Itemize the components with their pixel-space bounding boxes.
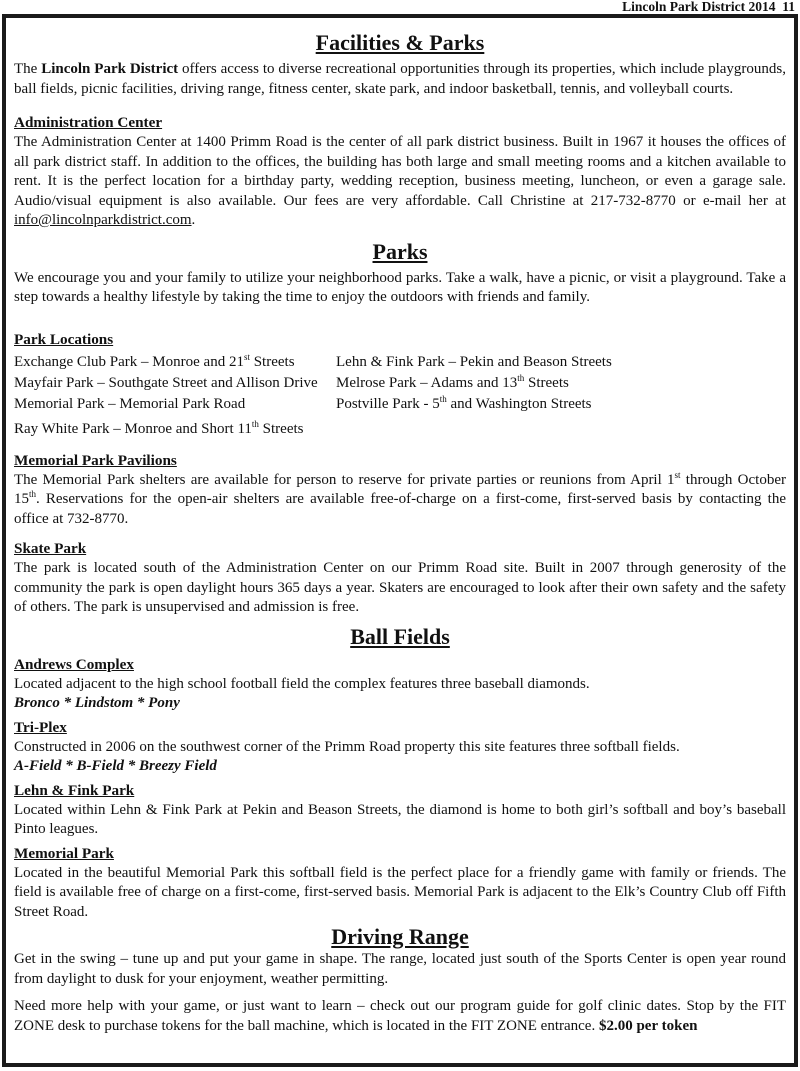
park-location-item: Ray White Park – Monroe and Short 11th Streets [14, 418, 304, 437]
intro-text-pre: The [14, 61, 42, 77]
intro-text-post: offers access to diverse recreational opportunities through its properties, which include playgrounds, ball fields, picnic facilities, driving range, fitness center, skate park, and indoor basketball, tennis, and volleyball courts. [14, 61, 787, 97]
heading-andrews-complex: Andrews Complex [14, 655, 134, 673]
pavilions-paragraph: The Memorial Park shelters are available for person to reserve for private parties or reunions from April 1st through October 15th. Reservations for the open-air shelters are available free-of-charge on a first-come, first-served basis by contacting the office at 732-8770. [14, 469, 786, 527]
administration-center-paragraph [14, 133, 786, 231]
park-locations-list [14, 352, 786, 415]
district-name-bold: Lincoln Park District [41, 61, 179, 77]
section-title-facilities-parks: Facilities & Parks [315, 30, 485, 55]
section-title-parks: Parks [372, 238, 428, 264]
tri-plex-fields: A-Field * B-Field * Breezy Field [14, 758, 217, 774]
andrews-complex-fields: Bronco * Lindstom * Pony [14, 695, 180, 711]
park-location-item: Mayfair Park – Southgate Street and Allison Drive [14, 374, 318, 391]
skate-park-paragraph: The park is located south of the Administration Center on our Primm Road site. Built in 2007 through generosity of the community the park is open daylight hours 365 days a year. Skaters are encouraged to look after their own safety and the safety of others. The park is unsupervised and admission is free. [14, 560, 786, 615]
heading-lehn-fink-park: Lehn & Fink Park [14, 781, 135, 799]
heading-park-locations: Park Locations [14, 330, 114, 348]
content-border-box [2, 14, 798, 1067]
token-price-bold: $2.00 per token [598, 1017, 698, 1034]
facilities-intro-paragraph [14, 60, 786, 99]
section-title-driving-range: Driving Range [331, 924, 469, 949]
admin-body-text: The Administration Center at 1400 Primm Road is the center of all park district business. Built in 1967 it houses the offices of all park district staff. In addition to the offices, the building has both large and small meeting rooms and a kitchen available to rent. It is the perfect location for a birthday party, wedding reception, business meeting, luncheon, or even a garage sale. Audio/visual equipment is also available. Our fees are very affordable. Call Christine at 217-732-8770 or e-mail her at [14, 134, 786, 209]
park-location-item: Lehn & Fink Park – Pekin and Beason Streets [336, 353, 612, 370]
driving-range-paragraph-1: Get in the swing – tune up and put your game in shape. The range, located just south of the Sports Center is open year round from daylight to dusk for your enjoyment, weather permitting. [14, 951, 786, 987]
section-title-ball-fields: Ball Fields [350, 623, 450, 649]
admin-body-end: . [191, 212, 196, 228]
page-header: Lincoln Park District 2014 11 [622, 0, 795, 14]
email-link[interactable]: info@lincolnparkdistrict.com [14, 212, 192, 228]
heading-administration-center: Administration Center [14, 114, 163, 131]
park-location-item: Memorial Park – Memorial Park Road [14, 395, 246, 412]
tri-plex-paragraph: Constructed in 2006 on the southwest corner of the Primm Road property this site features three softball fields. [14, 738, 680, 755]
park-location-item: Melrose Park – Adams and 13th Streets [336, 372, 569, 391]
park-location-item: Postville Park - 5th and Washington Streets [336, 393, 592, 412]
heading-skate-park: Skate Park [14, 540, 87, 557]
heading-memorial-park: Memorial Park [14, 844, 114, 862]
heading-memorial-park-pavilions: Memorial Park Pavilions [14, 451, 177, 469]
lehn-fink-paragraph: Located within Lehn & Fink Park at Pekin and Beason Streets, the diamond is home to both girl’s softball and boy’s baseball Pinto leagues. [14, 801, 786, 837]
driving-range-paragraph-2 [14, 997, 786, 1036]
memorial-park-paragraph: Located in the beautiful Memorial Park this softball field is the perfect place for a friendly game with family or friends. The field is available free of charge on a first-come, first-served basis. Memorial Park is adjacent to the Elk’s Country Club off Fifth Street Road. [14, 864, 786, 920]
andrews-complex-paragraph: Located adjacent to the high school football field the complex features three baseball diamonds. [14, 675, 590, 692]
parks-intro-paragraph: We encourage you and your family to utilize your neighborhood parks. Take a walk, have a picnic, or visit a playground. Take a step towards a healthy lifestyle by taking the time to enjoy the outdoors with friends and family. [14, 269, 786, 305]
driving-range-p2-text: Need more help with your game, or just want to learn – check out our program guide for golf clinic dates. Stop by the FIT ZONE desk to purchase tokens for the ball machine, which is located in the FIT ZONE entrance. [14, 998, 786, 1034]
heading-tri-plex: Tri-Plex [14, 718, 67, 736]
park-location-item: Exchange Club Park – Monroe and 21st Streets [14, 351, 295, 370]
